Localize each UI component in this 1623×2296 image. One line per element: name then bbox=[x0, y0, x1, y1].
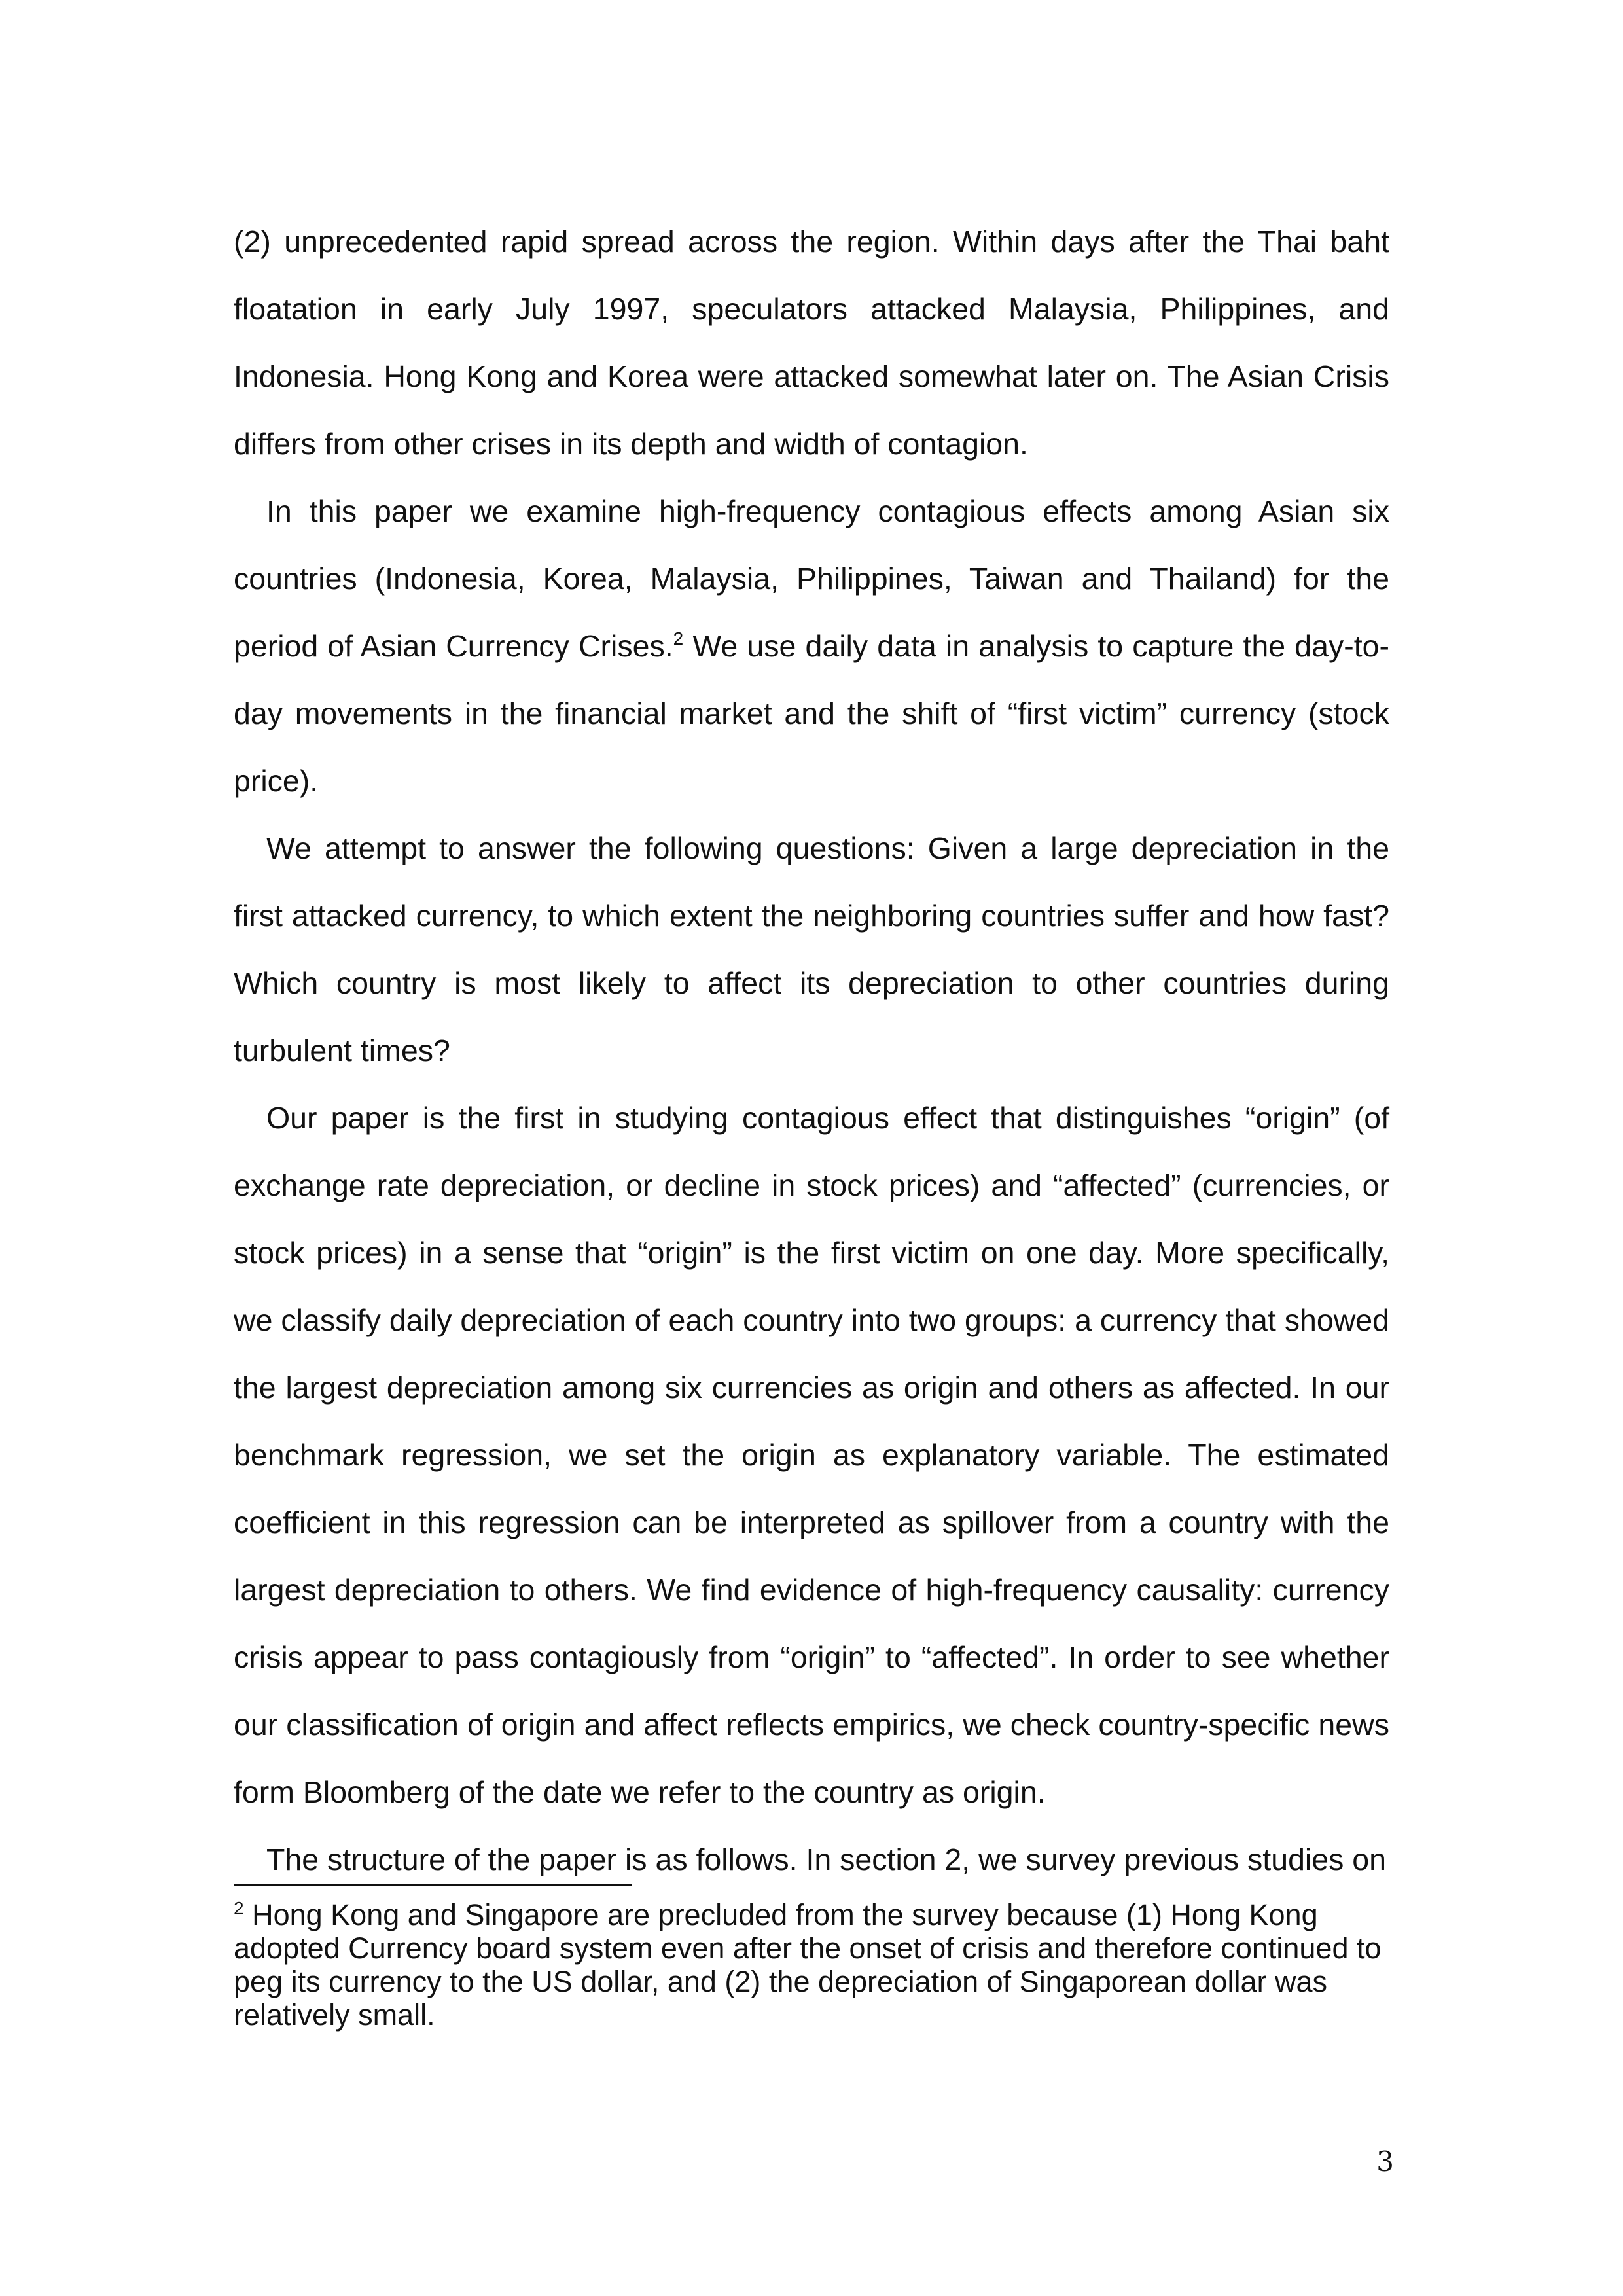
paragraph-4: Our paper is the first in studying contagious effect that distinguishes “origin” (of exchange rate depreciation, or decline in stock prices) and “affected” (currencies, or stock prices) in a sense that “origin” is the first victim on one day. More specifically, we classify daily depreciation of each country into two groups: a currency that showed the largest depreciation among six currencies as origin and others as affected. In our benchmark regression, we set the origin as explanatory variable. The estimated coefficient in this regression can be interpreted as spillover from a country with the largest depreciation to others. We find evidence of high-frequency causality: currency crisis appear to pass contagiously from “origin” to “affected”. In order to see whether our classification of origin and affect reflects empirics, we check country-specific news form Bloomberg of the date we refer to the country as origin. bbox=[234, 1101, 1389, 1809]
footnote-separator bbox=[234, 1884, 632, 1886]
paragraph-2-text: In this paper we examine high-frequency contagious effects among Asian six countries (Indonesia, Korea, Malaysia, Philippines, Taiwan and Thailand) for the period of Asian Currency Crises. bbox=[234, 494, 1389, 663]
paragraph-3: We attempt to answer the following questions: Given a large depreciation in the first attacked currency, to which extent the neighboring countries suffer and how fast? Which country is most likely to affect its depreciation to other countries during turbulent times? bbox=[234, 831, 1389, 1067]
footnote-marker: 2 bbox=[234, 1898, 244, 1918]
paragraph-2-text-continued: We use daily data in analysis to capture the day-to-day movements in the financial market and the shift of “first victim” currency (stock price). bbox=[234, 629, 1390, 798]
paragraph-5: The structure of the paper is as follows. In section 2, we survey previous studies on bbox=[266, 1842, 1387, 1876]
paragraph-2 bbox=[234, 478, 1389, 815]
footnote-reference: 2 bbox=[673, 628, 684, 649]
footnote bbox=[234, 1898, 1391, 2032]
paragraph-1: (2) unprecedented rapid spread across the region. Within days after the Thai baht floatation in early July 1997, speculators attacked Malaysia, Philippines, and Indonesia. Hong Kong and Korea were attacked somewhat later on. The Asian Crisis differs from other crises in its depth and width of contagion. bbox=[234, 224, 1389, 461]
footnote-text: Hong Kong and Singapore are precluded from the survey because (1) Hong Kong adopted Currency board system even after the onset of crisis and therefore continued to peg its currency to the US dollar, and (2) the depreciation of Singaporean dollar was relatively small. bbox=[234, 1898, 1382, 2032]
body-text bbox=[234, 208, 1389, 1893]
page-number: 3 bbox=[1376, 2145, 1394, 2178]
